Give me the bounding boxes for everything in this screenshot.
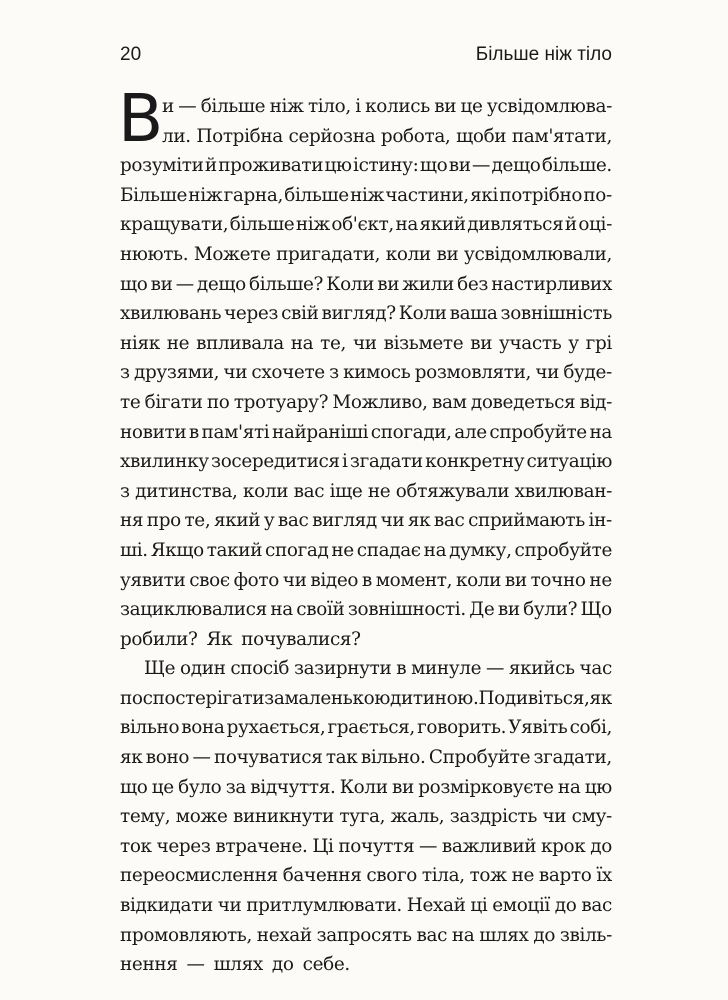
word: ніж xyxy=(269,96,304,117)
word: цю xyxy=(324,155,352,177)
word: до xyxy=(533,924,556,946)
word: варто xyxy=(538,865,592,887)
word: ін- xyxy=(588,510,612,532)
text-line xyxy=(120,388,612,418)
word: до xyxy=(271,954,294,976)
word: звіль- xyxy=(559,924,612,946)
word: Можете xyxy=(193,243,271,265)
word: не xyxy=(511,865,535,887)
word: на xyxy=(423,539,447,561)
word: було xyxy=(178,776,222,798)
word: це xyxy=(460,96,483,117)
page-number: 20 xyxy=(120,44,142,65)
word: конкретну xyxy=(425,451,525,473)
word: Що xyxy=(580,599,612,621)
text-line xyxy=(120,921,612,951)
word: чи xyxy=(223,362,248,384)
word: друзями, xyxy=(133,362,220,384)
word: розмовляти, xyxy=(414,362,532,384)
word: про xyxy=(146,510,181,532)
word: частини, xyxy=(385,184,469,206)
word: ніяк xyxy=(120,332,160,354)
word: Спробуйте xyxy=(428,747,531,769)
word: з xyxy=(120,362,130,384)
word: грі xyxy=(585,332,612,354)
word: відчуття. xyxy=(250,776,336,798)
word: новити xyxy=(120,421,187,443)
word: який xyxy=(419,214,466,236)
text-line xyxy=(120,92,612,122)
word: час xyxy=(579,658,612,680)
word: усвідомлюва- xyxy=(486,96,612,117)
word: так xyxy=(325,747,358,769)
word: настирливих xyxy=(491,273,612,295)
word: бачення xyxy=(282,865,362,887)
word: ви xyxy=(391,776,414,798)
word: хвилинку xyxy=(120,451,209,473)
word: ви xyxy=(436,243,459,265)
body-text xyxy=(120,92,612,980)
word: на xyxy=(270,599,293,621)
word: як xyxy=(120,747,143,769)
text-line xyxy=(120,122,612,152)
word: дещо xyxy=(196,273,246,295)
word: ніж xyxy=(295,214,330,236)
word: зовнішність xyxy=(500,303,612,325)
text-line xyxy=(120,595,612,625)
word: доведеться xyxy=(470,391,576,413)
word: Ще xyxy=(144,658,176,680)
word: зациклювалися xyxy=(120,599,267,621)
word: об'єкт, xyxy=(331,214,394,236)
word: на xyxy=(395,214,418,236)
word: момент, xyxy=(375,569,453,591)
text-line xyxy=(120,240,612,270)
word: Потрібна xyxy=(196,125,283,147)
word: оці- xyxy=(578,214,612,236)
word: — xyxy=(186,954,205,976)
word: вас xyxy=(581,895,612,917)
word: тему, xyxy=(120,806,171,828)
word: потрібно xyxy=(499,184,583,206)
word: почуття xyxy=(338,835,415,857)
word: й xyxy=(564,214,577,236)
word: ваша xyxy=(449,303,498,325)
word: туга, xyxy=(339,806,386,828)
word: без xyxy=(457,273,489,295)
word: до xyxy=(554,895,577,917)
word: такий xyxy=(206,539,263,561)
word: Коли xyxy=(339,776,388,798)
word: втрачене. xyxy=(215,835,308,857)
word: спробуйте xyxy=(514,539,612,561)
word: тіло, xyxy=(307,96,351,117)
word: Коли xyxy=(398,303,447,325)
word: і xyxy=(355,96,361,117)
word: тож xyxy=(469,865,507,887)
word: коли xyxy=(455,569,502,591)
word: — xyxy=(419,835,438,857)
word: через xyxy=(224,303,279,325)
word: згадати xyxy=(349,451,423,473)
word: як xyxy=(589,687,612,709)
text-line xyxy=(120,329,612,359)
word: Нехай xyxy=(406,895,466,917)
running-title: Більше ніж тіло xyxy=(475,44,612,65)
text-line xyxy=(120,270,612,300)
word: Подивіться, xyxy=(478,687,590,709)
word: ви xyxy=(377,273,400,295)
word: по xyxy=(206,391,230,413)
word: істину: xyxy=(353,155,419,177)
word: в xyxy=(361,569,372,591)
text-line xyxy=(120,861,612,891)
word: уявити xyxy=(120,569,186,591)
word: дивляться xyxy=(467,214,564,236)
word: чи xyxy=(535,362,560,384)
word: іще xyxy=(329,480,363,502)
word: дитиною. xyxy=(390,687,479,709)
word: колись xyxy=(365,96,430,117)
word: більше. xyxy=(541,155,612,177)
text-line xyxy=(120,506,612,536)
text-line xyxy=(120,358,612,388)
word: тротуару? xyxy=(233,391,329,413)
word: їх xyxy=(596,865,612,887)
word: вас xyxy=(433,510,465,532)
word: маленькою xyxy=(284,687,391,709)
word: ніж xyxy=(350,184,385,206)
word: з xyxy=(120,480,130,502)
word: що xyxy=(419,155,448,177)
word: воно xyxy=(145,747,190,769)
word: дитинства, xyxy=(135,480,238,502)
word: пригадати, xyxy=(276,243,381,265)
text-line xyxy=(120,832,612,862)
word: Можливо, xyxy=(332,391,428,413)
word: за xyxy=(225,776,246,798)
word: — xyxy=(472,155,491,177)
word: відкидати xyxy=(120,895,213,917)
word: виникнути xyxy=(232,806,334,828)
word: пам'яті xyxy=(201,421,270,443)
word: що xyxy=(120,776,148,798)
word: проживати xyxy=(218,155,324,177)
word: те, xyxy=(320,332,347,354)
word: спробуйте xyxy=(489,421,587,443)
word: свого xyxy=(366,865,418,887)
word: по- xyxy=(583,184,612,206)
text-line xyxy=(120,536,612,566)
word: нення xyxy=(120,954,178,976)
word: гарна, xyxy=(223,184,283,206)
word: ці xyxy=(470,895,488,917)
word: крок xyxy=(540,835,586,857)
word: може xyxy=(175,806,228,828)
text-line xyxy=(120,299,612,329)
word: схочете xyxy=(251,362,325,384)
word: цю xyxy=(584,776,612,798)
word: і xyxy=(342,451,348,473)
word: вас xyxy=(293,480,325,502)
word: своїй xyxy=(296,599,345,621)
text-line xyxy=(120,625,612,655)
word: якийсь xyxy=(508,658,575,680)
word: що xyxy=(120,273,148,295)
word: Ці xyxy=(312,835,334,857)
word: притлумлювати. xyxy=(246,895,402,917)
word: и xyxy=(162,96,174,117)
word: через xyxy=(156,835,211,857)
text-line xyxy=(120,802,612,832)
word: на xyxy=(557,776,581,798)
word: грається, xyxy=(327,717,415,739)
word: щоби xyxy=(456,125,507,147)
word: чи xyxy=(217,895,242,917)
word: шлях xyxy=(213,954,263,976)
word: фото xyxy=(233,569,279,591)
word: ток xyxy=(120,835,152,857)
word: до xyxy=(590,835,612,857)
word: Уявіть xyxy=(508,717,568,739)
word: згадати, xyxy=(533,747,612,769)
word: себе. xyxy=(302,954,350,976)
word: вільно xyxy=(120,717,180,739)
word: зазирнути xyxy=(293,658,392,680)
word: вигляд? xyxy=(321,303,396,325)
word: найраніші xyxy=(271,421,369,443)
word: Як xyxy=(206,628,233,650)
word: ви xyxy=(448,155,471,177)
word: участь xyxy=(499,332,562,354)
word: на xyxy=(451,924,475,946)
text-line xyxy=(120,210,612,240)
word: бігати xyxy=(144,391,203,413)
running-head xyxy=(120,40,612,70)
word: ви xyxy=(150,273,173,295)
word: серйозна xyxy=(288,125,376,147)
word: робота, xyxy=(380,125,451,147)
word: один xyxy=(180,658,226,680)
word: й xyxy=(204,155,217,177)
word: не xyxy=(166,332,190,354)
text-line xyxy=(120,891,612,921)
word: розуміти xyxy=(120,155,204,177)
text-line xyxy=(120,950,612,980)
word: візьмете xyxy=(383,332,464,354)
word: вас xyxy=(416,924,448,946)
word: у xyxy=(263,510,275,532)
word: чи xyxy=(380,510,405,532)
word: ніж xyxy=(188,184,223,206)
word: який xyxy=(213,510,261,532)
word: минуле xyxy=(411,658,482,680)
text-line xyxy=(120,684,612,714)
word: Якщо xyxy=(150,539,204,561)
word: більше xyxy=(229,214,295,236)
word: говорить. xyxy=(417,717,507,739)
word: те, xyxy=(184,510,211,532)
word: не xyxy=(367,480,391,502)
word: ви xyxy=(470,332,493,354)
word: сму- xyxy=(571,806,612,828)
word: ви xyxy=(434,96,457,117)
word: як xyxy=(407,510,431,532)
word: хвилюван- xyxy=(514,480,612,502)
word: поспостерігати xyxy=(120,687,265,709)
word: шлях xyxy=(479,924,529,946)
word: свій xyxy=(281,303,319,325)
word: чи xyxy=(352,332,377,354)
paragraph-2 xyxy=(120,654,612,980)
text-line xyxy=(120,151,612,181)
word: вигляд xyxy=(312,510,377,532)
word: переосмислення xyxy=(120,865,278,887)
word: почувалися? xyxy=(241,628,361,650)
text-line xyxy=(120,743,612,773)
word: але xyxy=(454,421,487,443)
word: відео xyxy=(310,569,359,591)
word: нюють. xyxy=(120,243,189,265)
word: вас xyxy=(277,510,309,532)
word: те xyxy=(120,391,141,413)
word: важливий xyxy=(441,835,537,857)
word: Де xyxy=(469,599,495,621)
word: тіла, xyxy=(421,865,465,887)
word: коли xyxy=(385,243,431,265)
word: дещо xyxy=(491,155,541,177)
word: ші. xyxy=(120,539,148,561)
word: усвідомлювали, xyxy=(464,243,612,265)
word: не xyxy=(589,569,612,591)
word: кимось xyxy=(343,362,411,384)
word: обтяжували xyxy=(395,480,510,502)
text-line xyxy=(120,566,612,596)
text-line xyxy=(120,773,612,803)
word: більше xyxy=(200,96,266,117)
text-line xyxy=(120,713,612,743)
word: це xyxy=(151,776,174,798)
word: — xyxy=(486,658,505,680)
word: — xyxy=(192,747,211,769)
word: більше xyxy=(284,184,349,206)
word: в xyxy=(188,421,199,443)
word: спогад xyxy=(265,539,329,561)
word: жили xyxy=(402,273,454,295)
word: собі, xyxy=(569,717,612,739)
word: промовляють, xyxy=(120,924,252,946)
word: які xyxy=(470,184,499,206)
paragraph-1 xyxy=(120,92,612,654)
word: від- xyxy=(579,391,612,413)
text-line xyxy=(120,654,612,684)
word: ня xyxy=(120,510,144,532)
word: пам'ятати, xyxy=(511,125,612,147)
word: ви xyxy=(504,569,527,591)
word: на xyxy=(589,421,612,443)
word: зосередитися xyxy=(211,451,340,473)
word: точно xyxy=(530,569,586,591)
word: зовнішності. xyxy=(347,599,466,621)
word: з xyxy=(329,362,339,384)
word: робили? xyxy=(120,628,198,650)
word: в xyxy=(396,658,407,680)
word: ли. xyxy=(162,125,191,147)
word: емоції xyxy=(492,895,550,917)
word: — xyxy=(178,96,197,117)
word: були? xyxy=(523,599,578,621)
word: не xyxy=(331,539,354,561)
word: сприймають xyxy=(468,510,585,532)
word: спогади, xyxy=(370,421,452,443)
word: коли xyxy=(243,480,289,502)
word: розмірковуєте xyxy=(418,776,554,798)
word: жаль, xyxy=(390,806,445,828)
word: — xyxy=(175,273,194,295)
word: хвилювань xyxy=(120,303,222,325)
text-line xyxy=(120,477,612,507)
word: чи xyxy=(282,569,307,591)
word: запросять xyxy=(316,924,412,946)
word: заздрість xyxy=(449,806,538,828)
word: рухається, xyxy=(226,717,326,739)
word: ситуацію xyxy=(526,451,612,473)
word: вам xyxy=(431,391,467,413)
word: у xyxy=(568,332,579,354)
word: ви xyxy=(497,599,520,621)
word: більше? xyxy=(249,273,324,295)
text-line xyxy=(120,418,612,448)
word: на xyxy=(290,332,314,354)
word: спадає xyxy=(356,539,421,561)
word: спосіб xyxy=(230,658,290,680)
word: нехай xyxy=(256,924,312,946)
word: думку, xyxy=(449,539,512,561)
word: вона xyxy=(181,717,225,739)
word: Коли xyxy=(326,273,375,295)
word: своє xyxy=(189,569,230,591)
word: за xyxy=(264,687,285,709)
word: Більше xyxy=(120,184,187,206)
word: кращувати, xyxy=(120,214,229,236)
text-line xyxy=(120,447,612,477)
word: чи xyxy=(542,806,567,828)
word: буде- xyxy=(563,362,612,384)
word: почуватися xyxy=(213,747,323,769)
text-line xyxy=(120,181,612,211)
drop-cap: В xyxy=(118,80,164,157)
word: впливала xyxy=(196,332,284,354)
word: вільно. xyxy=(360,747,426,769)
